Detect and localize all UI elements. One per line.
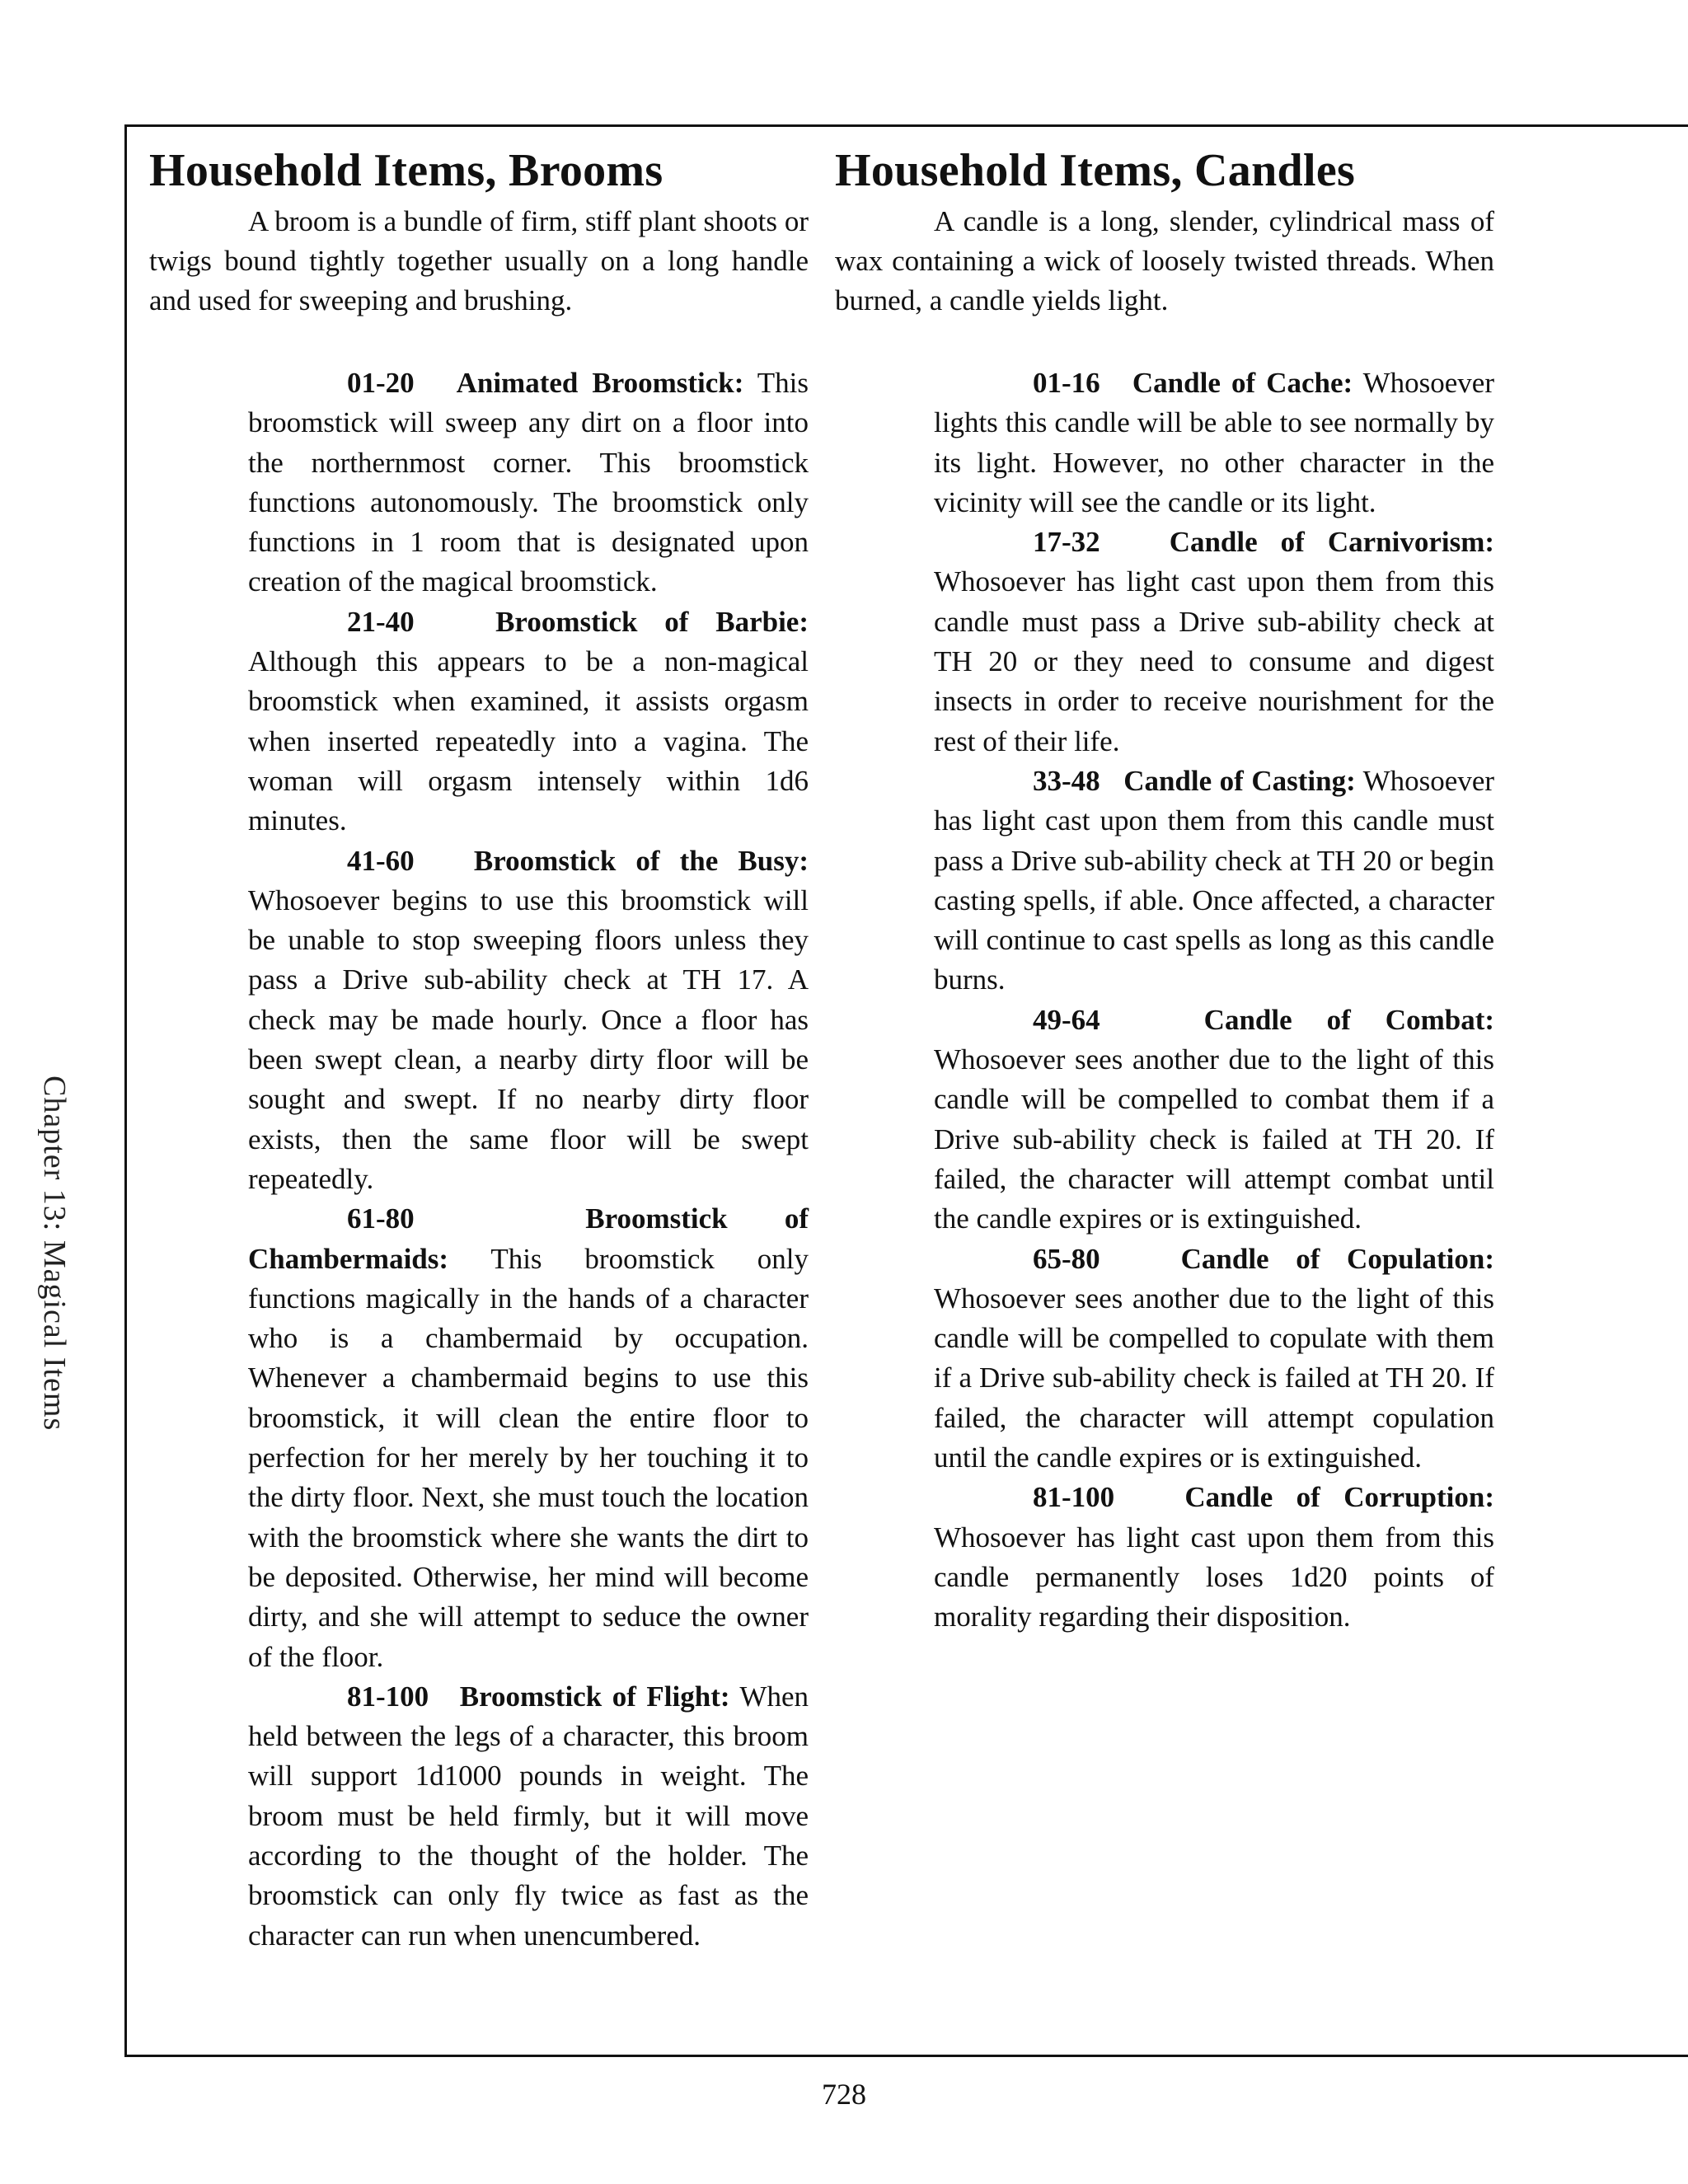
entry-text: Whosoever sees another due to the light of this candle will be compelled to combat them if a Drive sub-ability check is failed at TH 20. If failed, the character will attempt combat until the candle expires or is extinguished. [934, 1043, 1494, 1235]
entry-range: 01-16 [1033, 367, 1100, 399]
entry-text: Whosoever has light cast upon them from this candle must pass a Drive sub-ability check at TH 20 or they need to consume and digest insects in order to receive nourishment for the rest of their life. [934, 565, 1494, 757]
entry-name: Broomstick of the Busy: [473, 844, 809, 877]
entry-range: 33-48 [1033, 764, 1100, 797]
entry-name: Candle of Combat: [1203, 1003, 1495, 1036]
entry-range: 17-32 [1033, 526, 1100, 559]
entry-range: 21-40 [347, 605, 415, 638]
entry-text: Whosoever has light cast upon them from this candle permanently loses 1d20 points of morality regarding their disposition. [934, 1521, 1494, 1633]
entry-text: Whosoever sees another due to the light of this candle will be compelled to copulate with them if a Drive sub-ability check is failed at TH 20. If failed, the character will attempt copulation until the candle expires or is extinguished. [934, 1282, 1494, 1474]
brooms-entry-list [248, 363, 809, 1956]
candle-entry [934, 762, 1494, 1001]
entry-text: Although this appears to be a non-magical broomstick when examined, it assists orgasm when inserted repeatedly into a vagina. The woman will orgasm intensely within 1d6 minutes. [248, 645, 809, 837]
candles-column [835, 144, 1494, 1638]
entry-name: Candle of Casting: [1123, 764, 1356, 797]
candle-entry [934, 1478, 1494, 1637]
candles-entry-list [934, 363, 1494, 1638]
entry-name: Broomstick of Chambermaids: [248, 1202, 809, 1275]
broom-entry [248, 1677, 809, 1956]
entry-name: Candle of Copulation: [1180, 1242, 1494, 1275]
brooms-intro: A broom is a bundle of firm, stiff plant shoots or twigs bound tightly together usually on a long handle and used for sweeping and brushing. [149, 205, 809, 316]
broom-entry [248, 841, 809, 1200]
entry-name: Candle of Carnivorism: [1169, 526, 1495, 559]
entry-text: Whosoever begins to use this broomstick will be unable to stop sweeping floors unless they pass a Drive sub-ability check at TH 17. A check may be made hourly. Once a floor has been swept clean, a nearby dirty floor will be sought and swept. If no nearby dirty floor exists, then the same floor will be swept repeatedly. [248, 883, 809, 1195]
entry-name: Candle of Corruption: [1184, 1481, 1494, 1514]
candles-heading: Household Items, Candles [835, 145, 1356, 196]
broom-entry [248, 363, 809, 602]
entry-text: This broomstick will sweep any dirt on a floor into the northernmost corner. This broomstick functions autonomously. The broomstick only functions in 1 room that is designated upon creation of the magical broomstick. [248, 367, 809, 598]
entry-range: 81-100 [347, 1680, 429, 1713]
candles-intro: A candle is a long, slender, cylindrical mass of wax containing a wick of loosely twisted threads. When burned, a candle yields light. [835, 205, 1494, 316]
candle-entry [934, 523, 1494, 762]
entry-range: 01-20 [347, 367, 415, 399]
entry-range: 65-80 [1033, 1242, 1100, 1275]
entry-text: Whosoever lights this candle will be able to see normally by its light. However, no other character in the vicinity will see the candle or its light. [934, 367, 1494, 518]
entry-range: 49-64 [1033, 1003, 1100, 1036]
entry-range: 61-80 [347, 1202, 415, 1235]
entry-name: Animated Broomstick: [456, 367, 744, 399]
broom-entry [248, 1199, 809, 1677]
candle-entry [934, 1001, 1494, 1240]
entry-range: 41-60 [347, 844, 415, 877]
entry-name: Broomstick of Barbie: [495, 605, 809, 638]
entry-text: When held between the legs of a character, this broom will support 1d1000 pounds in weight. The broom must be held firmly, but it will move according to the thought of the holder. The broomstick can only fly twice as fast as the character can run when unencumbered. [248, 1680, 809, 1952]
brooms-column [149, 144, 809, 1956]
entry-text: This broomstick only functions magically in the hands of a character who is a chambermaid by occupation. Whenever a chambermaid begins to use this broomstick, it will clean the entire floor to perfection for her merely by her touching it to the dirty floor. Next, she must touch the location with the broomstick where she wants the dirt to be deposited. Otherwise, her mind will become dirty, and she will attempt to seduce the owner of the floor. [248, 1242, 809, 1673]
entry-range: 81-100 [1033, 1481, 1115, 1514]
entry-name: Broomstick of Flight: [459, 1680, 730, 1713]
chapter-side-label: Chapter 13: Magical Items [37, 1076, 72, 1432]
page-number: 728 [822, 2078, 866, 2111]
entry-name: Candle of Cache: [1132, 367, 1353, 399]
candle-entry [934, 363, 1494, 523]
brooms-heading: Household Items, Brooms [149, 145, 663, 196]
candle-entry [934, 1240, 1494, 1479]
broom-entry [248, 602, 809, 841]
entry-text: Whosoever has light cast upon them from this candle must pass a Drive sub-ability check at TH 20 or begin casting spells, if able. Once affected, a character will continue to cast spells as long as this candle burns. [934, 764, 1495, 996]
